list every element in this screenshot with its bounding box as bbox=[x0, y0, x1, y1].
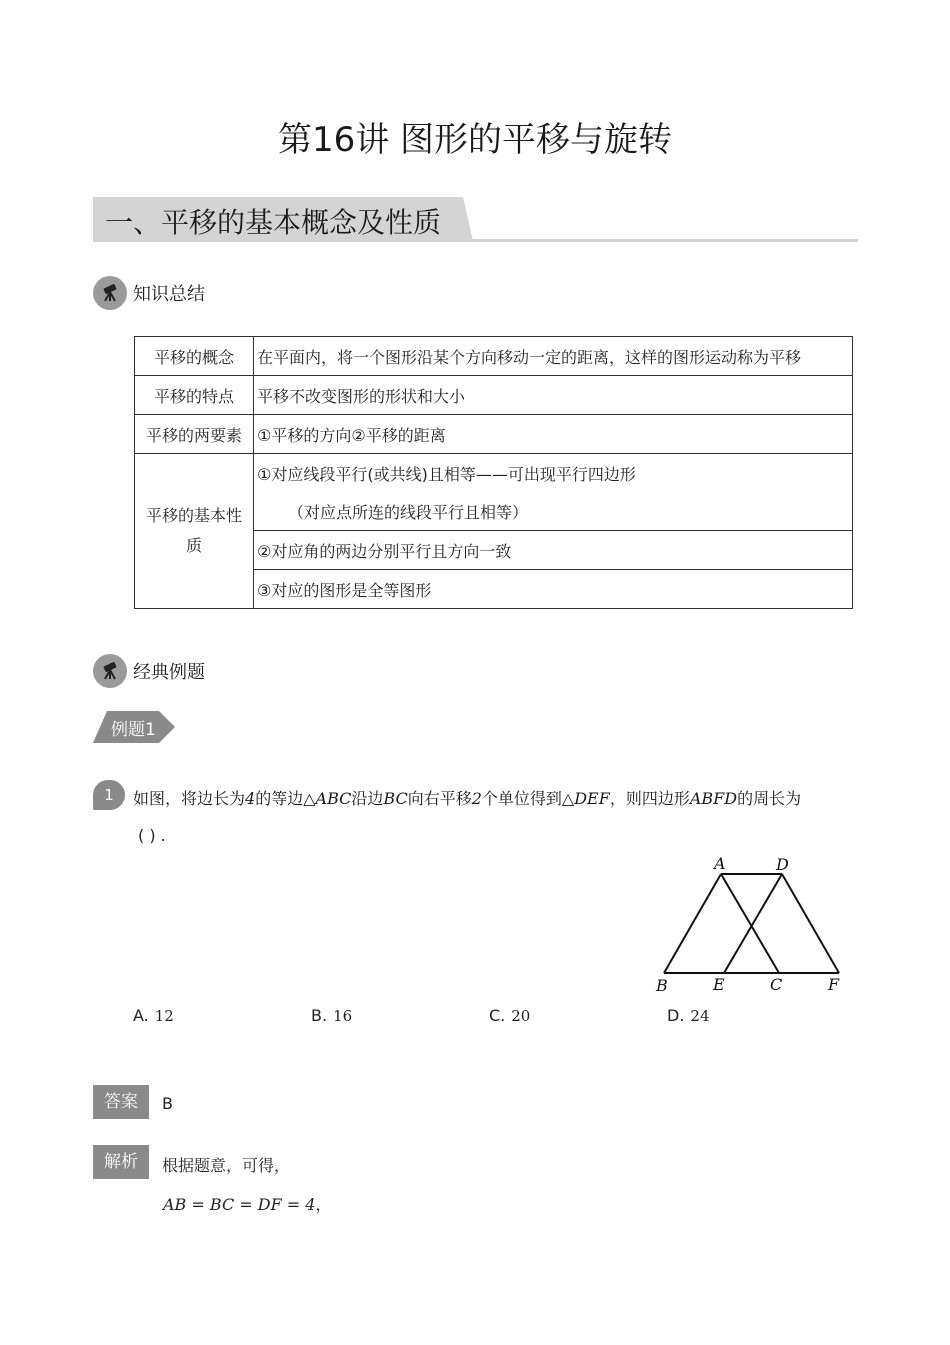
math-expr: △DEF bbox=[561, 789, 610, 808]
table-value: 平移不改变图形的形状和大小 bbox=[254, 376, 853, 415]
answer-value: B bbox=[162, 1094, 173, 1113]
option-value: 24 bbox=[690, 1007, 710, 1025]
question-text-part: 如图，将边长为 bbox=[133, 789, 246, 808]
point-label-b: B bbox=[656, 976, 668, 994]
table-value: ①平移的方向②平移的距离 bbox=[254, 415, 853, 454]
knowledge-table bbox=[134, 336, 853, 609]
option-label: C. bbox=[489, 1006, 506, 1025]
telescope-icon bbox=[93, 276, 127, 310]
analysis-text: 根据题意，可得， bbox=[162, 1156, 291, 1175]
point-label-e: E bbox=[713, 975, 725, 994]
question-text bbox=[133, 786, 801, 809]
table-value: ①对应线段平行(或共线)且相等——可出现平行四边形 bbox=[254, 454, 853, 493]
equation-tail: ， bbox=[315, 1195, 332, 1214]
option-label: D. bbox=[667, 1006, 685, 1025]
table-value: ②对应角的两边分别平行且方向一致 bbox=[254, 531, 853, 570]
math-expr: BC bbox=[383, 789, 408, 808]
option-label: A. bbox=[133, 1006, 149, 1025]
option-b[interactable] bbox=[311, 1006, 352, 1025]
table-row bbox=[135, 337, 853, 376]
table-key: 平移的两要素 bbox=[135, 415, 254, 454]
point-label-d: D bbox=[776, 855, 789, 874]
table-row bbox=[135, 454, 853, 493]
table-key: 平移的特点 bbox=[135, 376, 254, 415]
analysis-tag: 解析 bbox=[93, 1145, 149, 1179]
point-label-a: A bbox=[714, 854, 726, 873]
math-expr: 4 bbox=[245, 789, 256, 808]
option-a[interactable] bbox=[133, 1006, 174, 1025]
analysis-equation bbox=[163, 1192, 331, 1215]
segment-df bbox=[782, 874, 839, 973]
option-c[interactable] bbox=[489, 1006, 530, 1025]
example-tag-label: 例题1 bbox=[111, 720, 156, 740]
examples-heading bbox=[93, 654, 205, 688]
page-title: 第16讲 图形的平移与旋转 bbox=[277, 120, 673, 160]
table-key-line: 平移的基本性 bbox=[145, 506, 242, 525]
question-number-badge: 1 bbox=[93, 780, 125, 810]
question-text-part: 向右平移 bbox=[407, 789, 472, 808]
option-d[interactable] bbox=[667, 1006, 710, 1025]
point-label-c: C bbox=[770, 975, 783, 994]
table-value: ③对应的图形是全等图形 bbox=[254, 570, 853, 609]
table-row bbox=[135, 415, 853, 454]
table-key-line: 质 bbox=[185, 536, 202, 555]
example-tag bbox=[93, 711, 175, 743]
knowledge-heading bbox=[93, 276, 205, 310]
question-text-part: 的等边 bbox=[255, 789, 304, 808]
option-value: 16 bbox=[333, 1007, 353, 1025]
question-text-part: 的周长为 bbox=[737, 789, 802, 808]
table-key-properties bbox=[135, 454, 254, 609]
math-expr: ABFD bbox=[689, 789, 738, 808]
option-label: B. bbox=[311, 1006, 328, 1025]
math-expr: AB = BC = DF = 4 bbox=[163, 1195, 316, 1214]
answer-blank: ( ) . bbox=[138, 826, 166, 845]
telescope-icon bbox=[93, 654, 127, 688]
segment-ac bbox=[721, 874, 779, 973]
table-key: 平移的概念 bbox=[135, 337, 254, 376]
math-expr: 2 bbox=[471, 789, 482, 808]
question-text-part: 沿边 bbox=[351, 789, 384, 808]
geometry-figure bbox=[650, 852, 850, 994]
question-text-part: 个单位得到 bbox=[481, 789, 562, 808]
math-expr: △ABC bbox=[303, 789, 352, 808]
segment-ed bbox=[724, 874, 782, 973]
section-header bbox=[93, 197, 858, 243]
point-label-f: F bbox=[828, 975, 840, 994]
examples-heading-label: 经典例题 bbox=[133, 662, 205, 683]
table-value: 在平面内，将一个图形沿某个方向移动一定的距离，这样的图形运动称为平移 bbox=[254, 337, 853, 376]
table-row bbox=[135, 376, 853, 415]
knowledge-heading-label: 知识总结 bbox=[133, 284, 205, 305]
answer-tag: 答案 bbox=[93, 1085, 149, 1119]
question-text-part: ，则四边形 bbox=[609, 789, 690, 808]
option-value: 12 bbox=[154, 1007, 174, 1025]
section-title: 一、平移的基本概念及性质 bbox=[105, 206, 442, 239]
table-value: （对应点所连的线段平行且相等） bbox=[254, 492, 853, 531]
option-value: 20 bbox=[511, 1007, 531, 1025]
segment-ab bbox=[664, 874, 721, 973]
